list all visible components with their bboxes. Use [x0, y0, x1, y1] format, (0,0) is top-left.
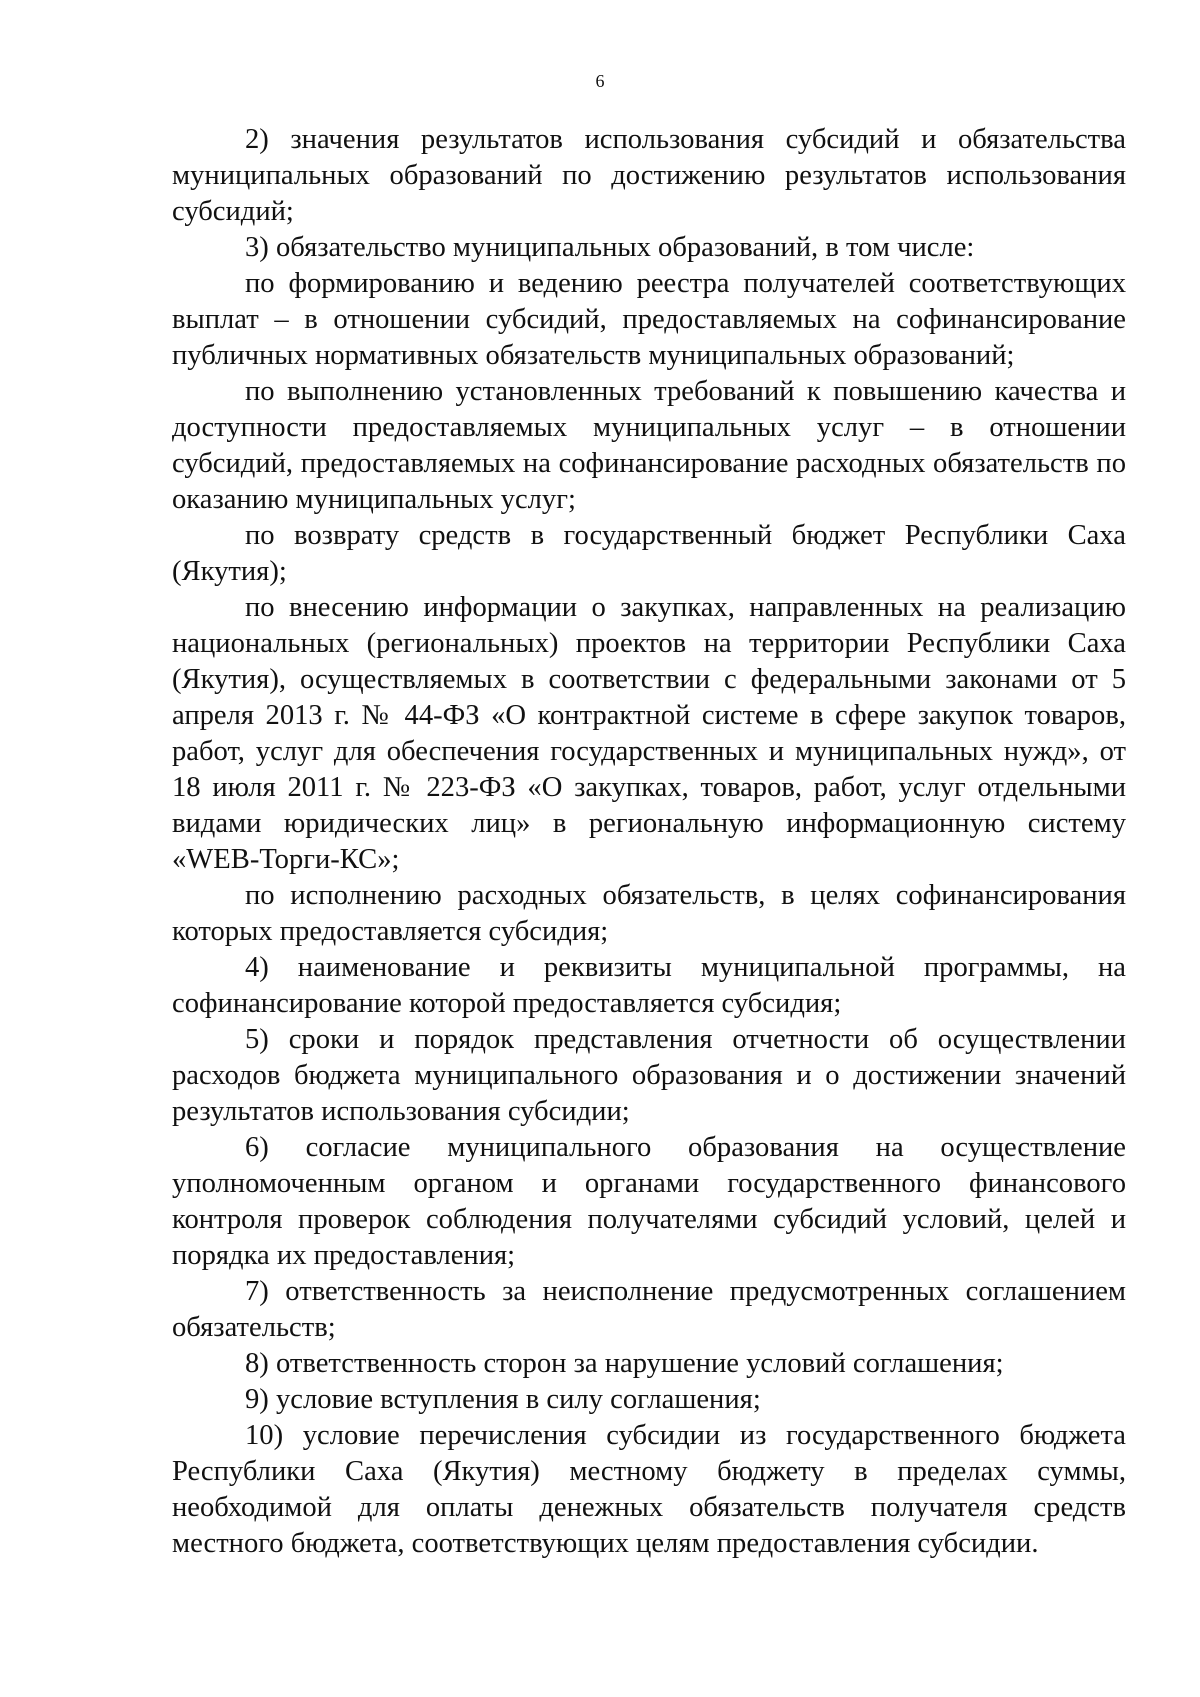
paragraph-liability-obligations: 7) ответственность за неисполнение предусмотренных соглашением обязательств;: [172, 1276, 1126, 1343]
page-number: 6: [595, 71, 605, 91]
paragraph-subsidy-transfer: 10) условие перечисления субсидии из государственного бюджета Республики Саха (Якутия) местному бюджету в пределах суммы, необходимой для оплаты денежных обязательств получателя средств местного бюджета, соответствующих целям предоставления субсидии.: [172, 1420, 1126, 1559]
paragraph-municipal-obligation: 3) обязательство муниципальных образований, в том числе:: [245, 232, 975, 263]
paragraph-procurement-information: по внесению информации о закупках, направленных на реализацию национальных (региональных) проектов на территории Республики Саха (Якутия), осуществляемых в соответствии с федеральными законами от 5 апреля 2013 г. № 44-ФЗ «О контрактной системе в сфере закупок товаров, работ, услуг для обеспечения государственных и муниципальных нужд», от 18 июля 2011 г. № 223-ФЗ «О закупках, товаров, работ, услуг отдельными видами юридических лиц» в региональную информационную систему «WEB-Торги-КС»;: [172, 592, 1126, 875]
paragraph-control-consent: 6) согласие муниципального образования на осуществление уполномоченным органом и органами государственного финансового контроля проверок соблюдения получателями субсидий условий, целей и порядка их предоставления;: [172, 1132, 1126, 1271]
paragraph-return-funds: по возврату средств в государственный бюджет Республики Саха (Якутия);: [172, 520, 1126, 587]
paragraph-municipal-program: 4) наименование и реквизиты муниципальной программы, на софинансирование которой предоставляется субсидия;: [172, 952, 1126, 1019]
paragraph-register-formation: по формированию и ведению реестра получателей соответствующих выплат – в отношении субсидий, предоставляемых на софинансирование публичных нормативных обязательств муниципальных образований;: [172, 268, 1126, 371]
paragraph-results-and-obligations: 2) значения результатов использования субсидий и обязательства муниципальных образований по достижению результатов использования субсидий;: [172, 124, 1126, 227]
paragraph-service-quality: по выполнению установленных требований к повышению качества и доступности предоставляемых муниципальных услуг – в отношении субсидий, предоставляемых на софинансирование расходных обязательств по оказанию муниципальных услуг;: [172, 376, 1126, 515]
paragraph-expenditure-execution: по исполнению расходных обязательств, в целях софинансирования которых предоставляется субсидия;: [172, 880, 1126, 947]
paragraph-liability-parties: 8) ответственность сторон за нарушение условий соглашения;: [245, 1348, 1004, 1379]
paragraph-reporting-terms: 5) сроки и порядок представления отчетности об осуществлении расходов бюджета муниципального образования и о достижении значений результатов использования субсидии;: [172, 1024, 1126, 1127]
document-body: [172, 122, 1126, 1562]
paragraph-entry-into-force: 9) условие вступления в силу соглашения;: [245, 1384, 761, 1415]
